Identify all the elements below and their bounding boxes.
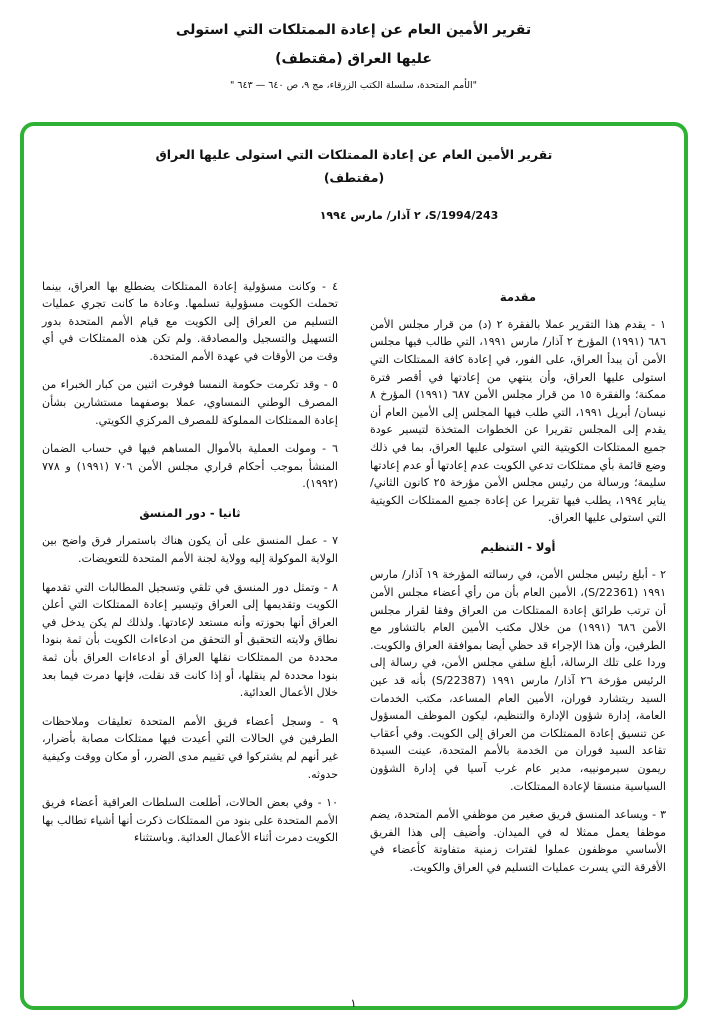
paragraph-6: ٦ - ومولت العملية بالأموال المساهم فيها في حساب الضمان المنشأ بموجب أحكام قراري مجلس الأمن ٧٠٦ (١٩٩١) و ٧٧٨ (١٩٩٢). (42, 442, 338, 491)
document-title-subtitle: (مقتطف) (323, 170, 385, 186)
paragraph-3: ٣ - ويساعد المنسق فريق صغير من موظفي الأمم المتحدة، يضم موظفا يعمل ممثلا له في الميدان. وأضيف إلى هذا الفريق الأساسي موظفون عملوا لفترات زمنية متفاوتة كأعضاء في الأفرقة التي يسرت عمليات التسليم في العراق والكويت. (370, 808, 666, 874)
text-columns (42, 278, 666, 888)
paragraph-2: ٢ - أبلغ رئيس مجلس الأمن، في رسالته المؤرخة ١٩ آذار/ مارس ١٩٩١ (S/22361)، الأمين العام بأن من رأي أعضاء مجلس الأمن أن ترتب طرائق إعادة الممتلكات من العراق وفقا لقرار مجلس الأمن ٦٨٦ (١٩٩١) من خلال مكتب الأمين العام بالتشاور مع الطرفين، وأن هذا الإجراء قد حظي أيضا بموافقة العراق والكويت. وردا على تلك الرسالة، أبلغ سلفي مجلس الأمن، في رسالة إلى الرئيس مؤرخة ٢٦ آذار/ مارس ١٩٩١ (S/22387) بأنه قد عين السيد ريتشارد فوران، الأمين العام المساعد، مكتب الخدمات العامة، إدارة شؤون الإدارة والتنظيم، ليكون الموظف المسؤول عن تنسيق إعادة الممتلكات من العراق إلى الكويت. وفي أعقاب تقاعد السيد فوران من الخدمة بالأمم المتحدة، عينت السيدة ريمون سيرمونييه، مدير عام غرب آسيا في إدارة الشؤون السياسية منسقا لإعادة الممتلكات. (370, 568, 666, 793)
paragraph-10: ١٠ - وفي بعض الحالات، أطلعت السلطات العراقية أعضاء فريق الأمم المتحدة على بنود من الممتلكات ذكرت أنها أشياء تطالب بها الكويت دمرت أثناء الأعمال العدائية. وباستثناء (42, 796, 338, 845)
paragraph-4: ٤ - وكانت مسؤولية إعادة الممتلكات يضطلع بها العراق، بينما تحملت الكويت مسؤولية تسلمها. وعادة ما كانت تجري عمليات التسليم من العراق إلى الكويت مع قيام الأمم المتحدة بدور التسهيل والتسجيل والمصادقة. ولم تكن هذه الممتلكات في أي وقت من الأوقات في عهدة الأمم المتحدة. (42, 279, 338, 363)
paragraph-1: ١ - يقدم هذا التقرير عملا بالفقرة ٢ (د) من قرار مجلس الأمن ٦٨٦ (١٩٩١) المؤرخ ٢ آذار/ مارس ١٩٩١، التي طالب فيها مجلس الأمن أن يبدأ العراق، على الفور، في إعادة كافة الممتلكات التي استولى عليها العراق، وأن ينتهي من إعادتها في أقصر فترة ممكنة؛ والفقرة ١٥ من قرار مجلس الأمن ٦٨٧ (١٩٩١) المؤرخ ٨ نيسان/ أبريل ١٩٩١، التي طلب فيها المجلس إلى الأمين العام أن يقدم إلى المجلس تقريرا عن الخطوات المتخذة لتيسير عودة جميع الممتلكات الكويتية التي استولى عليها العراق، بما في ذلك وضع قائمة بأي ممتلكات تدعي الكويت عدم إعادتها أو عدم إعادتها سليمة؛ ورسالة من رئيس مجلس الأمن مؤرخة ٢٥ كانون الثاني/ يناير ١٩٩٤، يطلب فيها تقريرا عن إعادة جميع الممتلكات الكويتية التي استولى عليها العراق. (370, 317, 667, 525)
section-heading-2: ثانيا - دور المنسق (139, 506, 241, 521)
source-citation: "الأمم المتحدة، سلسلة الكتب الزرقاء، مج ٩، ص ٦٤٠ — ٦٤٣ " (230, 80, 477, 92)
column-right (370, 278, 666, 888)
page-header (0, 22, 707, 91)
intro-heading: مقدمة (499, 289, 537, 304)
document-frame (20, 122, 688, 1010)
paragraph-9: ٩ - وسجل أعضاء فريق الأمم المتحدة تعليقات وملاحظات الطرفين في الحالات التي أعيدت فيها ممتلكات مصابة بأضرار، غير أنهم لم يشتركوا في تقييم مدى الضرر، أو مكان ووقت وكيفية حدوثه. (42, 714, 338, 781)
page-number: ١ (350, 996, 357, 1010)
paragraph-7: ٧ - عمل المنسق على أن يكون هناك باستمرار فرق واضح بين الولاية الموكولة إليه وولاية لجنة الأمم المتحدة للتعويضات. (42, 534, 338, 566)
header-title-line-2: عليها العراق (مقتطف) (275, 51, 432, 68)
paragraph-8: ٨ - وتمثل دور المنسق في تلقي وتسجيل المطالبات التي تقدمها الكويت وتقديمها إلى العراق وتيسير إعادة الممتلكات التي أعلن العراق أنها بحوزته وأنه مستعد لإعادتها. ولذلك لم يكن يدخل في نطاق ولايته التحقيق أو التحقق من ادعاءات الكويت بأن ثمة بنودا محددة من الممتلكات نقلها العراق أو ادعاءات العراق بأن ثمة بنودا محددة لم ينقلها، أو إذا كانت قد نقلت، فإنها دمرت فيما بعد خلال الأعمال العدائية. (42, 580, 338, 700)
column-left (42, 278, 338, 858)
header-title-line-1: تقرير الأمين العام عن إعادة الممتلكات التي استولى (175, 22, 532, 38)
document-reference: S/1994/243، ٢ آذار/ مارس ١٩٩٤ (319, 208, 499, 222)
section-heading-1: أولا - التنظيم (480, 540, 556, 555)
paragraph-5: ٥ - وقد تكرمت حكومة النمسا فوفرت اثنين من كبار الخبراء من المصرف الوطني النمساوي، عملا بوصفهما مستشارين بشأن إعادة الممتلكات المملوكة للمصرف المركزي الكويتي. (42, 378, 338, 427)
document-title: تقرير الأمين العام عن إعادة الممتلكات التي استولى عليها العراق (155, 147, 553, 162)
